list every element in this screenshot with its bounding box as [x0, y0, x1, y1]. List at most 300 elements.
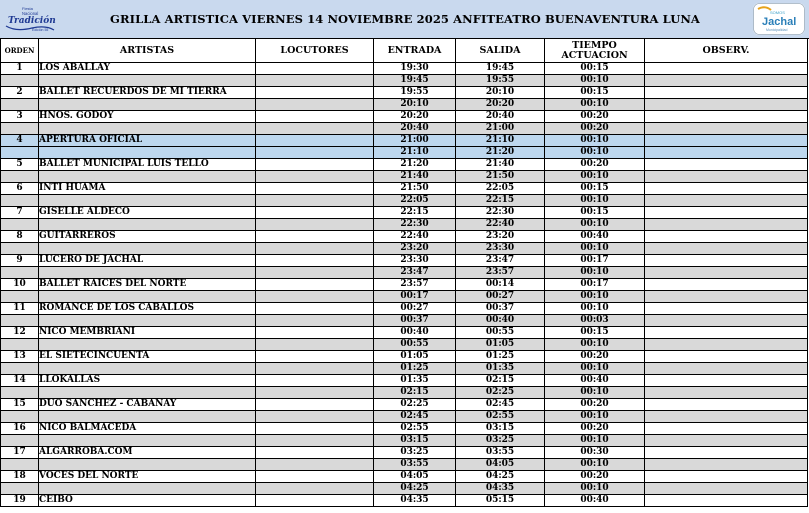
cell-entrada[interactable]: 03:25 [374, 447, 456, 459]
cell-salida[interactable]: 23:57 [456, 267, 545, 279]
cell-entrada[interactable]: 03:55 [374, 459, 456, 471]
cell-entrada[interactable]: 04:05 [374, 471, 456, 483]
cell-tiempo[interactable]: 00:10 [545, 387, 645, 399]
cell-orden[interactable] [1, 315, 39, 327]
cell-entrada[interactable]: 04:35 [374, 495, 456, 507]
cell-tiempo[interactable]: 00:20 [545, 111, 645, 123]
cell-tiempo[interactable]: 00:10 [545, 303, 645, 315]
cell-locutor[interactable] [256, 159, 374, 171]
cell-entrada[interactable]: 00:55 [374, 339, 456, 351]
cell-tiempo[interactable]: 00:10 [545, 411, 645, 423]
cell-artista[interactable] [39, 243, 256, 255]
col-artistas[interactable]: ARTISTAS [39, 39, 256, 63]
cell-observ[interactable] [645, 267, 808, 279]
cell-observ[interactable] [645, 399, 808, 411]
cell-locutor[interactable] [256, 99, 374, 111]
cell-salida[interactable]: 20:40 [456, 111, 545, 123]
table-row-gap [1, 219, 808, 231]
cell-entrada[interactable]: 01:05 [374, 351, 456, 363]
table-row-gap [1, 339, 808, 351]
cell-orden[interactable]: 16 [1, 423, 39, 435]
cell-tiempo[interactable]: 00:40 [545, 495, 645, 507]
table-row-gap [1, 315, 808, 327]
cell-locutor[interactable] [256, 399, 374, 411]
cell-observ[interactable] [645, 207, 808, 219]
cell-entrada[interactable]: 00:37 [374, 315, 456, 327]
cell-observ[interactable] [645, 363, 808, 375]
cell-tiempo[interactable]: 00:10 [545, 435, 645, 447]
table-row [1, 375, 808, 387]
cell-tiempo[interactable]: 00:03 [545, 315, 645, 327]
cell-locutor[interactable] [256, 219, 374, 231]
logo-right-sub: Municipalidad [766, 28, 788, 32]
cell-artista[interactable] [39, 363, 256, 375]
cell-artista[interactable]: LUCERO DE JACHAL [39, 255, 256, 267]
cell-observ[interactable] [645, 231, 808, 243]
fiesta-tradicion-logo [2, 4, 56, 34]
cell-orden[interactable]: 11 [1, 303, 39, 315]
cell-locutor[interactable] [256, 147, 374, 159]
cell-entrada[interactable]: 01:25 [374, 363, 456, 375]
cell-observ[interactable] [645, 159, 808, 171]
cell-locutor[interactable] [256, 315, 374, 327]
header-row [1, 39, 808, 63]
cell-observ[interactable] [645, 459, 808, 471]
cell-observ[interactable] [645, 75, 808, 87]
cell-entrada[interactable]: 01:35 [374, 375, 456, 387]
cell-orden[interactable]: 7 [1, 207, 39, 219]
cell-locutor[interactable] [256, 171, 374, 183]
cell-orden[interactable]: 10 [1, 279, 39, 291]
cell-salida[interactable]: 04:05 [456, 459, 545, 471]
cell-tiempo[interactable]: 00:17 [545, 279, 645, 291]
cell-artista[interactable]: LOS ABALLAY [39, 63, 256, 75]
cell-locutor[interactable] [256, 471, 374, 483]
cell-orden[interactable] [1, 219, 39, 231]
cell-observ[interactable] [645, 423, 808, 435]
cell-orden[interactable] [1, 75, 39, 87]
cell-salida[interactable]: 21:10 [456, 135, 545, 147]
cell-orden[interactable]: 9 [1, 255, 39, 267]
cell-entrada[interactable]: 21:00 [374, 135, 456, 147]
cell-orden[interactable] [1, 171, 39, 183]
cell-tiempo[interactable]: 00:15 [545, 207, 645, 219]
cell-observ[interactable] [645, 327, 808, 339]
cell-artista[interactable]: DUO SANCHEZ - CABANAY [39, 399, 256, 411]
table-row [1, 351, 808, 363]
cell-tiempo[interactable]: 00:10 [545, 171, 645, 183]
cell-locutor[interactable] [256, 447, 374, 459]
table-row [1, 423, 808, 435]
cell-locutor[interactable] [256, 411, 374, 423]
cell-artista[interactable] [39, 315, 256, 327]
cell-entrada[interactable]: 02:25 [374, 399, 456, 411]
cell-artista[interactable]: HNOS. GODOY [39, 111, 256, 123]
logo-right-big: Jachal [762, 16, 797, 28]
cell-salida[interactable]: 01:25 [456, 351, 545, 363]
col-observ[interactable]: OBSERV. [645, 39, 808, 63]
table-row-gap [1, 291, 808, 303]
cell-artista[interactable] [39, 123, 256, 135]
cell-locutor[interactable] [256, 387, 374, 399]
cell-salida[interactable]: 23:30 [456, 243, 545, 255]
cell-orden[interactable] [1, 291, 39, 303]
cell-artista[interactable] [39, 483, 256, 495]
cell-entrada[interactable]: 00:40 [374, 327, 456, 339]
cell-artista[interactable]: NICO BALMACEDA [39, 423, 256, 435]
cell-orden[interactable]: 18 [1, 471, 39, 483]
cell-entrada[interactable]: 23:20 [374, 243, 456, 255]
cell-entrada[interactable]: 19:45 [374, 75, 456, 87]
cell-locutor[interactable] [256, 363, 374, 375]
cell-salida[interactable]: 00:14 [456, 279, 545, 291]
cell-tiempo[interactable]: 00:15 [545, 63, 645, 75]
cell-artista[interactable] [39, 195, 256, 207]
table-row [1, 255, 808, 267]
cell-artista[interactable]: BALLET RAICES DEL NORTE [39, 279, 256, 291]
cell-artista[interactable]: BALLET MUNICIPAL LUIS TELLO [39, 159, 256, 171]
cell-tiempo[interactable]: 00:10 [545, 339, 645, 351]
cell-locutor[interactable] [256, 231, 374, 243]
cell-observ[interactable] [645, 255, 808, 267]
cell-salida[interactable]: 00:55 [456, 327, 545, 339]
cell-artista[interactable]: ROMANCE DE LOS CABALLOS [39, 303, 256, 315]
cell-orden[interactable]: 6 [1, 183, 39, 195]
cell-entrada[interactable]: 00:17 [374, 291, 456, 303]
table-row-gap [1, 411, 808, 423]
cell-entrada[interactable]: 03:15 [374, 435, 456, 447]
cell-orden[interactable]: 4 [1, 135, 39, 147]
cell-salida[interactable]: 19:45 [456, 63, 545, 75]
cell-salida[interactable]: 04:35 [456, 483, 545, 495]
cell-tiempo[interactable]: 00:20 [545, 471, 645, 483]
table-row-gap [1, 75, 808, 87]
cell-tiempo[interactable]: 00:15 [545, 327, 645, 339]
cell-tiempo[interactable]: 00:20 [545, 399, 645, 411]
cell-observ[interactable] [645, 219, 808, 231]
cell-locutor[interactable] [256, 339, 374, 351]
cell-salida[interactable]: 20:20 [456, 99, 545, 111]
table-row [1, 63, 808, 75]
cell-tiempo[interactable]: 00:10 [545, 267, 645, 279]
col-entrada[interactable]: ENTRADA [374, 39, 456, 63]
cell-locutor[interactable] [256, 423, 374, 435]
cell-salida[interactable]: 01:05 [456, 339, 545, 351]
cell-salida[interactable]: 21:00 [456, 123, 545, 135]
cell-orden[interactable] [1, 243, 39, 255]
cell-locutor[interactable] [256, 207, 374, 219]
cell-artista[interactable]: EL SIETECINCUENTA [39, 351, 256, 363]
cell-entrada[interactable]: 02:55 [374, 423, 456, 435]
cell-salida[interactable]: 02:25 [456, 387, 545, 399]
cell-entrada[interactable]: 23:30 [374, 255, 456, 267]
cell-artista[interactable] [39, 339, 256, 351]
cell-observ[interactable] [645, 243, 808, 255]
cell-entrada[interactable]: 19:55 [374, 87, 456, 99]
cell-tiempo[interactable]: 00:17 [545, 255, 645, 267]
cell-salida[interactable]: 03:55 [456, 447, 545, 459]
cell-orden[interactable] [1, 483, 39, 495]
cell-locutor[interactable] [256, 87, 374, 99]
cell-orden[interactable] [1, 459, 39, 471]
cell-tiempo[interactable]: 00:10 [545, 135, 645, 147]
cell-locutor[interactable] [256, 123, 374, 135]
cell-orden[interactable] [1, 195, 39, 207]
cell-tiempo[interactable]: 00:10 [545, 147, 645, 159]
cell-salida[interactable]: 03:25 [456, 435, 545, 447]
cell-observ[interactable] [645, 99, 808, 111]
cell-salida[interactable]: 03:15 [456, 423, 545, 435]
cell-observ[interactable] [645, 351, 808, 363]
cell-salida[interactable]: 05:15 [456, 495, 545, 507]
cell-orden[interactable]: 5 [1, 159, 39, 171]
cell-salida[interactable]: 22:40 [456, 219, 545, 231]
cell-tiempo[interactable]: 00:10 [545, 483, 645, 495]
cell-tiempo[interactable]: 00:20 [545, 351, 645, 363]
somos-jachal-logo [753, 3, 805, 35]
cell-locutor[interactable] [256, 243, 374, 255]
cell-observ[interactable] [645, 87, 808, 99]
cell-tiempo[interactable]: 00:40 [545, 231, 645, 243]
cell-artista[interactable]: ALGARROBA.COM [39, 447, 256, 459]
cell-artista[interactable] [39, 267, 256, 279]
table-row [1, 279, 808, 291]
cell-observ[interactable] [645, 435, 808, 447]
cell-orden[interactable]: 3 [1, 111, 39, 123]
cell-artista[interactable]: CEIBO [39, 495, 256, 507]
cell-salida[interactable]: 00:40 [456, 315, 545, 327]
cell-artista[interactable]: GISELLE ALDECO [39, 207, 256, 219]
cell-orden[interactable]: 2 [1, 87, 39, 99]
cell-locutor[interactable] [256, 183, 374, 195]
cell-observ[interactable] [645, 483, 808, 495]
cell-orden[interactable]: 1 [1, 63, 39, 75]
cell-observ[interactable] [645, 183, 808, 195]
cell-entrada[interactable]: 22:40 [374, 231, 456, 243]
table-row [1, 327, 808, 339]
cell-observ[interactable] [645, 339, 808, 351]
cell-observ[interactable] [645, 411, 808, 423]
table-row [1, 471, 808, 483]
cell-locutor[interactable] [256, 195, 374, 207]
cell-tiempo[interactable]: 00:10 [545, 219, 645, 231]
cell-orden[interactable] [1, 267, 39, 279]
cell-observ[interactable] [645, 291, 808, 303]
cell-orden[interactable]: 12 [1, 327, 39, 339]
table-row-gap [1, 99, 808, 111]
cell-tiempo[interactable]: 00:20 [545, 123, 645, 135]
cell-tiempo[interactable]: 00:20 [545, 423, 645, 435]
col-salida[interactable]: SALIDA [456, 39, 545, 63]
cell-tiempo[interactable]: 00:10 [545, 291, 645, 303]
cell-tiempo[interactable]: 00:15 [545, 183, 645, 195]
cell-observ[interactable] [645, 375, 808, 387]
col-tiempo-actuacion[interactable]: TIEMPO ACTUACION [545, 39, 645, 63]
cell-entrada[interactable]: 00:27 [374, 303, 456, 315]
cell-salida[interactable]: 00:37 [456, 303, 545, 315]
cell-entrada[interactable]: 21:10 [374, 147, 456, 159]
cell-artista[interactable]: INTI HUAMA [39, 183, 256, 195]
cell-salida[interactable]: 21:50 [456, 171, 545, 183]
cell-tiempo[interactable]: 00:10 [545, 459, 645, 471]
cell-artista[interactable]: BALLET RECUERDOS DE MI TIERRA [39, 87, 256, 99]
cell-locutor[interactable] [256, 255, 374, 267]
cell-observ[interactable] [645, 495, 808, 507]
table-body [1, 63, 808, 507]
cell-observ[interactable] [645, 147, 808, 159]
cell-locutor[interactable] [256, 327, 374, 339]
cell-tiempo[interactable]: 00:10 [545, 99, 645, 111]
logo-left-line3: Tradición [8, 16, 56, 26]
table-row-gap [1, 195, 808, 207]
cell-orden[interactable]: 8 [1, 231, 39, 243]
cell-orden[interactable]: 14 [1, 375, 39, 387]
cell-entrada[interactable]: 02:15 [374, 387, 456, 399]
cell-locutor[interactable] [256, 63, 374, 75]
cell-observ[interactable] [645, 387, 808, 399]
cell-artista[interactable] [39, 411, 256, 423]
logo-left-line1: Fiesta [22, 6, 33, 11]
cell-locutor[interactable] [256, 375, 374, 387]
table-row-gap [1, 435, 808, 447]
cell-orden[interactable] [1, 99, 39, 111]
table-row [1, 399, 808, 411]
cell-observ[interactable] [645, 63, 808, 75]
table-row [1, 159, 808, 171]
table-row-gap [1, 171, 808, 183]
cell-locutor[interactable] [256, 303, 374, 315]
cell-artista[interactable] [39, 435, 256, 447]
cell-observ[interactable] [645, 303, 808, 315]
cell-locutor[interactable] [256, 279, 374, 291]
cell-artista[interactable]: VOCES DEL NORTE [39, 471, 256, 483]
cell-orden[interactable] [1, 123, 39, 135]
cell-locutor[interactable] [256, 135, 374, 147]
cell-locutor[interactable] [256, 291, 374, 303]
cell-locutor[interactable] [256, 75, 374, 87]
cell-artista[interactable]: APERTURA OFICIAL [39, 135, 256, 147]
cell-entrada[interactable]: 23:57 [374, 279, 456, 291]
cell-entrada[interactable]: 20:10 [374, 99, 456, 111]
cell-observ[interactable] [645, 171, 808, 183]
cell-salida[interactable]: 22:15 [456, 195, 545, 207]
cell-entrada[interactable]: 23:47 [374, 267, 456, 279]
cell-orden[interactable] [1, 435, 39, 447]
cell-entrada[interactable]: 19:30 [374, 63, 456, 75]
cell-observ[interactable] [645, 279, 808, 291]
col-locutores[interactable]: LOCUTORES [256, 39, 374, 63]
cell-salida[interactable]: 02:15 [456, 375, 545, 387]
cell-orden[interactable] [1, 411, 39, 423]
cell-salida[interactable]: 01:35 [456, 363, 545, 375]
cell-orden[interactable] [1, 147, 39, 159]
cell-orden[interactable] [1, 387, 39, 399]
cell-artista[interactable]: LLOKALLAS [39, 375, 256, 387]
cell-orden[interactable]: 13 [1, 351, 39, 363]
cell-tiempo[interactable]: 00:20 [545, 159, 645, 171]
cell-salida[interactable]: 00:27 [456, 291, 545, 303]
table-row [1, 111, 808, 123]
cell-locutor[interactable] [256, 483, 374, 495]
cell-orden[interactable]: 17 [1, 447, 39, 459]
cell-artista[interactable] [39, 459, 256, 471]
cell-observ[interactable] [645, 447, 808, 459]
cell-locutor[interactable] [256, 351, 374, 363]
cell-orden[interactable]: 15 [1, 399, 39, 411]
cell-locutor[interactable] [256, 495, 374, 507]
cell-artista[interactable] [39, 291, 256, 303]
cell-entrada[interactable]: 20:20 [374, 111, 456, 123]
cell-salida[interactable]: 04:25 [456, 471, 545, 483]
cell-entrada[interactable]: 22:30 [374, 219, 456, 231]
table-row-gap [1, 147, 808, 159]
cell-entrada[interactable]: 04:25 [374, 483, 456, 495]
cell-artista[interactable] [39, 75, 256, 87]
cell-tiempo[interactable]: 00:30 [545, 447, 645, 459]
cell-observ[interactable] [645, 123, 808, 135]
cell-orden[interactable] [1, 339, 39, 351]
cell-orden[interactable]: 19 [1, 495, 39, 507]
cell-salida[interactable]: 02:55 [456, 411, 545, 423]
cell-artista[interactable] [39, 219, 256, 231]
table-row [1, 87, 808, 99]
cell-artista[interactable] [39, 147, 256, 159]
cell-locutor[interactable] [256, 267, 374, 279]
cell-orden[interactable] [1, 363, 39, 375]
cell-entrada[interactable]: 22:05 [374, 195, 456, 207]
cell-entrada[interactable]: 02:45 [374, 411, 456, 423]
table-row [1, 207, 808, 219]
table-row-gap [1, 243, 808, 255]
cell-tiempo[interactable]: 00:10 [545, 363, 645, 375]
cell-artista[interactable] [39, 387, 256, 399]
cell-entrada[interactable]: 20:40 [374, 123, 456, 135]
cell-salida[interactable]: 20:10 [456, 87, 545, 99]
cell-salida[interactable]: 21:40 [456, 159, 545, 171]
cell-salida[interactable]: 23:20 [456, 231, 545, 243]
cell-artista[interactable]: NICO MEMBRIANI [39, 327, 256, 339]
cell-tiempo[interactable]: 00:10 [545, 195, 645, 207]
cell-salida[interactable]: 02:45 [456, 399, 545, 411]
cell-entrada[interactable]: 21:40 [374, 171, 456, 183]
cell-salida[interactable]: 23:47 [456, 255, 545, 267]
cell-artista[interactable]: GUITARREROS [39, 231, 256, 243]
cell-observ[interactable] [645, 135, 808, 147]
cell-salida[interactable]: 21:20 [456, 147, 545, 159]
cell-tiempo[interactable]: 00:10 [545, 243, 645, 255]
cell-artista[interactable] [39, 171, 256, 183]
cell-observ[interactable] [645, 471, 808, 483]
cell-tiempo[interactable]: 00:10 [545, 75, 645, 87]
cell-locutor[interactable] [256, 435, 374, 447]
cell-entrada[interactable]: 22:15 [374, 207, 456, 219]
cell-locutor[interactable] [256, 459, 374, 471]
cell-salida[interactable]: 22:30 [456, 207, 545, 219]
cell-tiempo[interactable]: 00:40 [545, 375, 645, 387]
cell-salida[interactable]: 22:05 [456, 183, 545, 195]
cell-locutor[interactable] [256, 111, 374, 123]
cell-observ[interactable] [645, 315, 808, 327]
cell-observ[interactable] [645, 195, 808, 207]
cell-salida[interactable]: 19:55 [456, 75, 545, 87]
cell-tiempo[interactable]: 00:15 [545, 87, 645, 99]
cell-artista[interactable] [39, 99, 256, 111]
cell-entrada[interactable]: 21:50 [374, 183, 456, 195]
cell-entrada[interactable]: 21:20 [374, 159, 456, 171]
col-orden[interactable]: ORDEN [1, 39, 39, 63]
cell-observ[interactable] [645, 111, 808, 123]
logo-left-line2: Nacional [22, 11, 39, 16]
